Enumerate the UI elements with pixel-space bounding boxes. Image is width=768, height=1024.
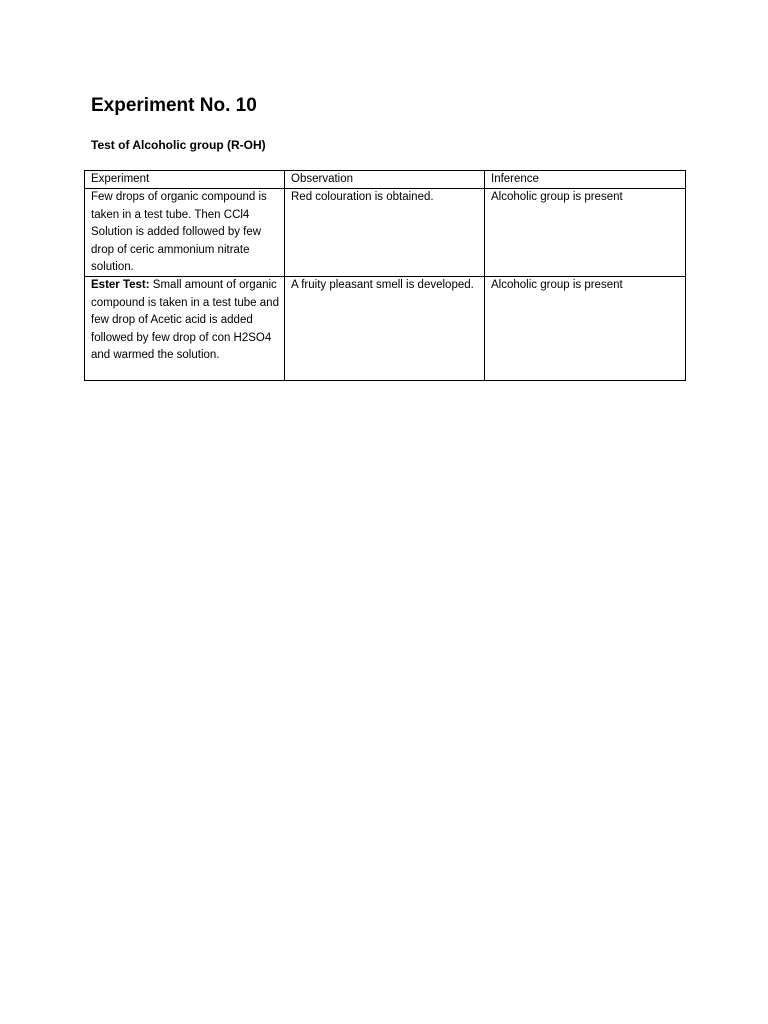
header-observation: Observation [285,171,485,189]
table-header-row [85,171,686,189]
experiment-cell [85,277,285,381]
experiment-title: Experiment No. 10 [91,95,257,116]
header-experiment: Experiment [85,171,285,189]
experiment-text: Few drops of organic compound is taken in a test tube. Then CCl4 Solution is added followed by few drop of ceric ammonium nitrate solution. [91,191,267,274]
header-inference: Inference [485,171,686,189]
experiment-test-name: Ester Test: [91,279,150,292]
inference-cell: Alcoholic group is present [485,277,686,381]
experiment-subtitle: Test of Alcoholic group (R-OH) [91,138,266,152]
experiment-cell [85,189,285,277]
table-row [85,277,686,381]
inference-cell: Alcoholic group is present [485,189,686,277]
observation-cell: A fruity pleasant smell is developed. [285,277,485,381]
table-row [85,189,686,277]
experiment-text: Small amount of organic compound is taken in a test tube and few drop of Acetic acid is added followed by few drop of con H2SO4 and warmed the solution. [91,279,279,362]
observation-cell: Red colouration is obtained. [285,189,485,277]
experiment-table [84,170,686,381]
